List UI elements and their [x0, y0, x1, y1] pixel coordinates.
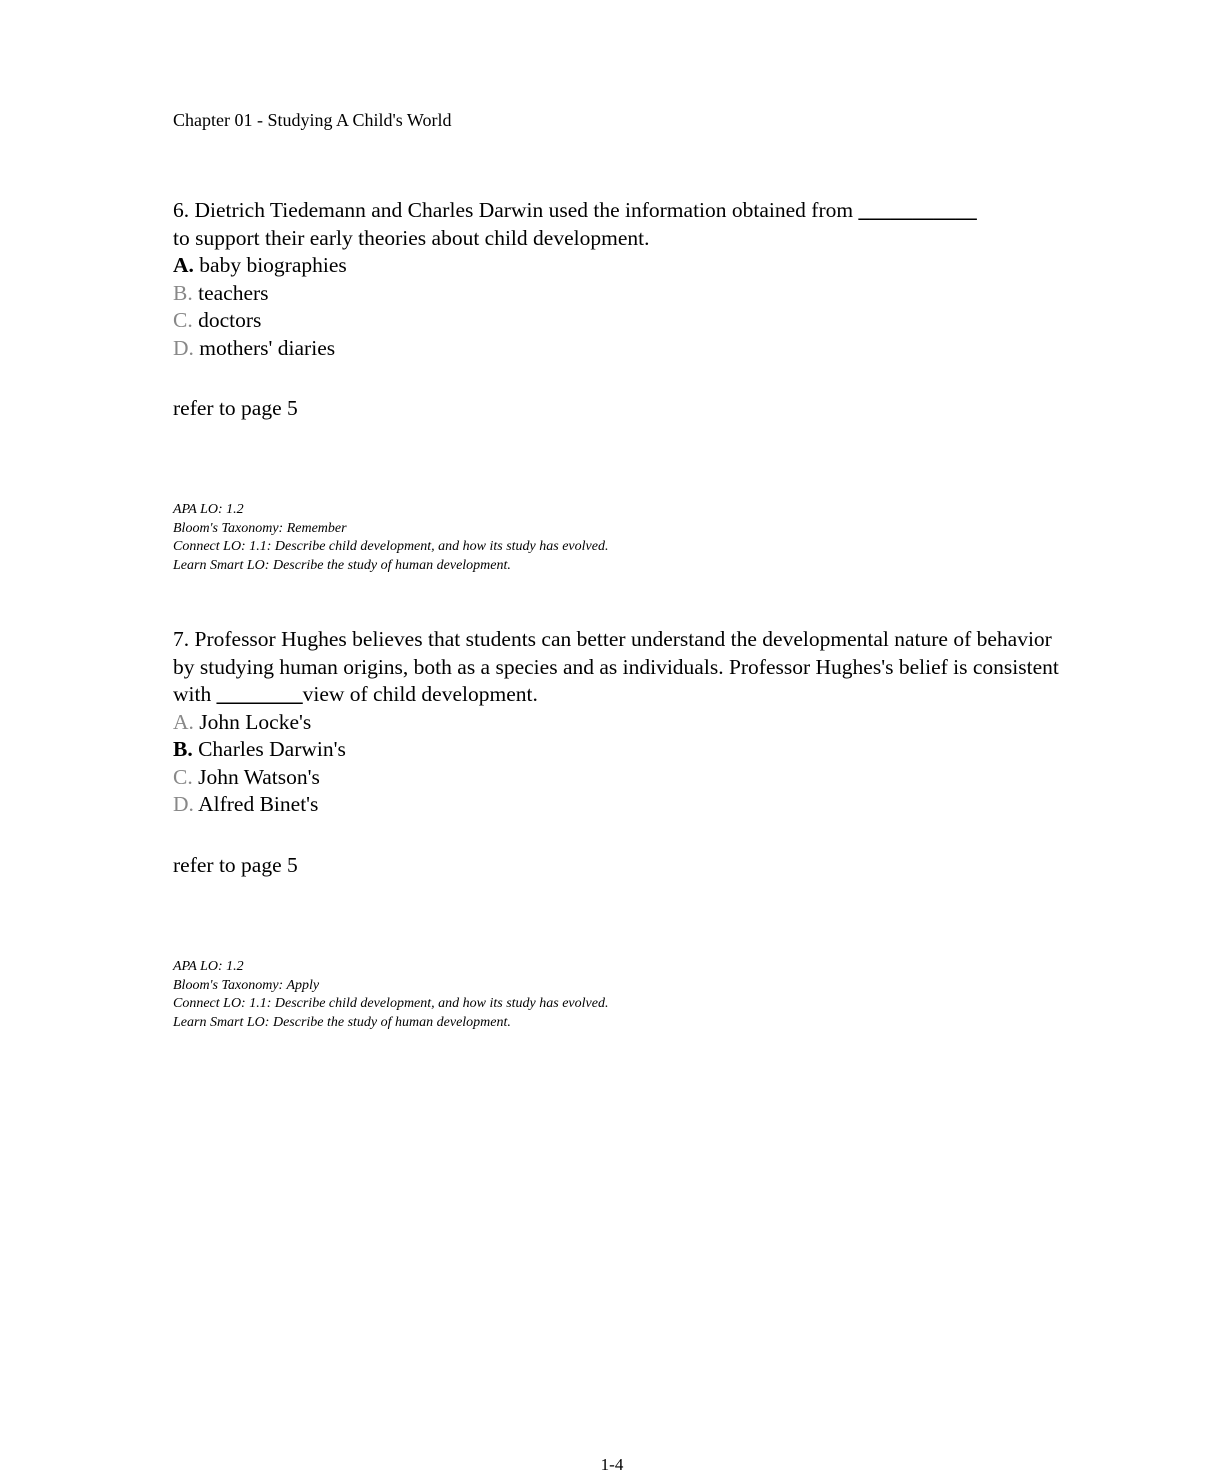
- choice-text: John Watson's: [198, 764, 320, 789]
- chapter-header: Chapter 01 - Studying A Child's World: [173, 110, 452, 130]
- choice-text: John Locke's: [199, 709, 312, 734]
- question-7: [173, 626, 1073, 879]
- choice-c: [173, 764, 1073, 792]
- choice-d: [173, 791, 1073, 819]
- question-stem: Professor Hughes believes that students can better understand the developmental nature of behavior by studying human origins, both as a species and as individuals. Professor Hughes's belief is consistent with: [173, 627, 1059, 706]
- blooms-taxonomy: Bloom's Taxonomy: Remember: [173, 520, 347, 536]
- answer-blank: ________: [216, 682, 303, 706]
- choice-a: [173, 252, 1073, 280]
- question-stem-end: view of child development.: [302, 682, 538, 706]
- choice-c: [173, 307, 1073, 335]
- choice-b: [173, 736, 1073, 764]
- answer-blank: ___________: [858, 198, 977, 222]
- page-reference: refer to page 5: [173, 396, 298, 420]
- question-7-metadata: [173, 958, 608, 1032]
- question-number: 7.: [173, 627, 190, 651]
- connect-lo: Connect LO: 1.1: Describe child development, and how its study has evolved.: [173, 539, 609, 554]
- choice-text: baby biographies: [199, 253, 347, 277]
- choice-a: [173, 709, 1073, 737]
- blooms-taxonomy: Bloom's Taxonomy: Apply: [173, 977, 320, 993]
- apa-lo: APA LO: 1.2: [173, 502, 244, 517]
- choice-letter: C.: [173, 308, 193, 332]
- choice-letter: B.: [173, 737, 193, 761]
- question-number: 6.: [173, 198, 190, 222]
- choice-b: [173, 280, 1073, 308]
- question-stem: Dietrich Tiedemann and Charles Darwin used the information obtained from: [194, 198, 854, 222]
- question-6: [173, 197, 1073, 423]
- learn-smart-lo: Learn Smart LO: Describe the study of human development.: [173, 557, 511, 573]
- learn-smart-lo: Learn Smart LO: Describe the study of human development.: [173, 1014, 511, 1030]
- page-reference: refer to page 5: [173, 852, 298, 877]
- choice-letter: A.: [173, 253, 194, 277]
- choice-letter: D.: [173, 335, 194, 360]
- choice-letter: C.: [173, 764, 193, 789]
- question-6-text: [173, 197, 1073, 252]
- choice-text: Charles Darwin's: [198, 737, 346, 761]
- choice-text: doctors: [198, 308, 262, 332]
- apa-lo: APA LO: 1.2: [173, 959, 244, 974]
- choice-letter: D.: [173, 792, 194, 816]
- choice-letter: A.: [173, 709, 194, 734]
- page-number: 1-4: [600, 1455, 624, 1474]
- choice-letter: B.: [173, 280, 193, 305]
- choice-text: mothers' diaries: [199, 335, 336, 360]
- question-stem-end: to support their early theories about child development.: [173, 225, 650, 250]
- choice-text: teachers: [198, 280, 269, 305]
- choice-d: [173, 335, 1073, 363]
- question-7-text: [173, 626, 1073, 709]
- connect-lo: Connect LO: 1.1: Describe child development, and how its study has evolved.: [173, 996, 609, 1011]
- question-6-metadata: [173, 501, 608, 575]
- choice-text: Alfred Binet's: [198, 792, 319, 816]
